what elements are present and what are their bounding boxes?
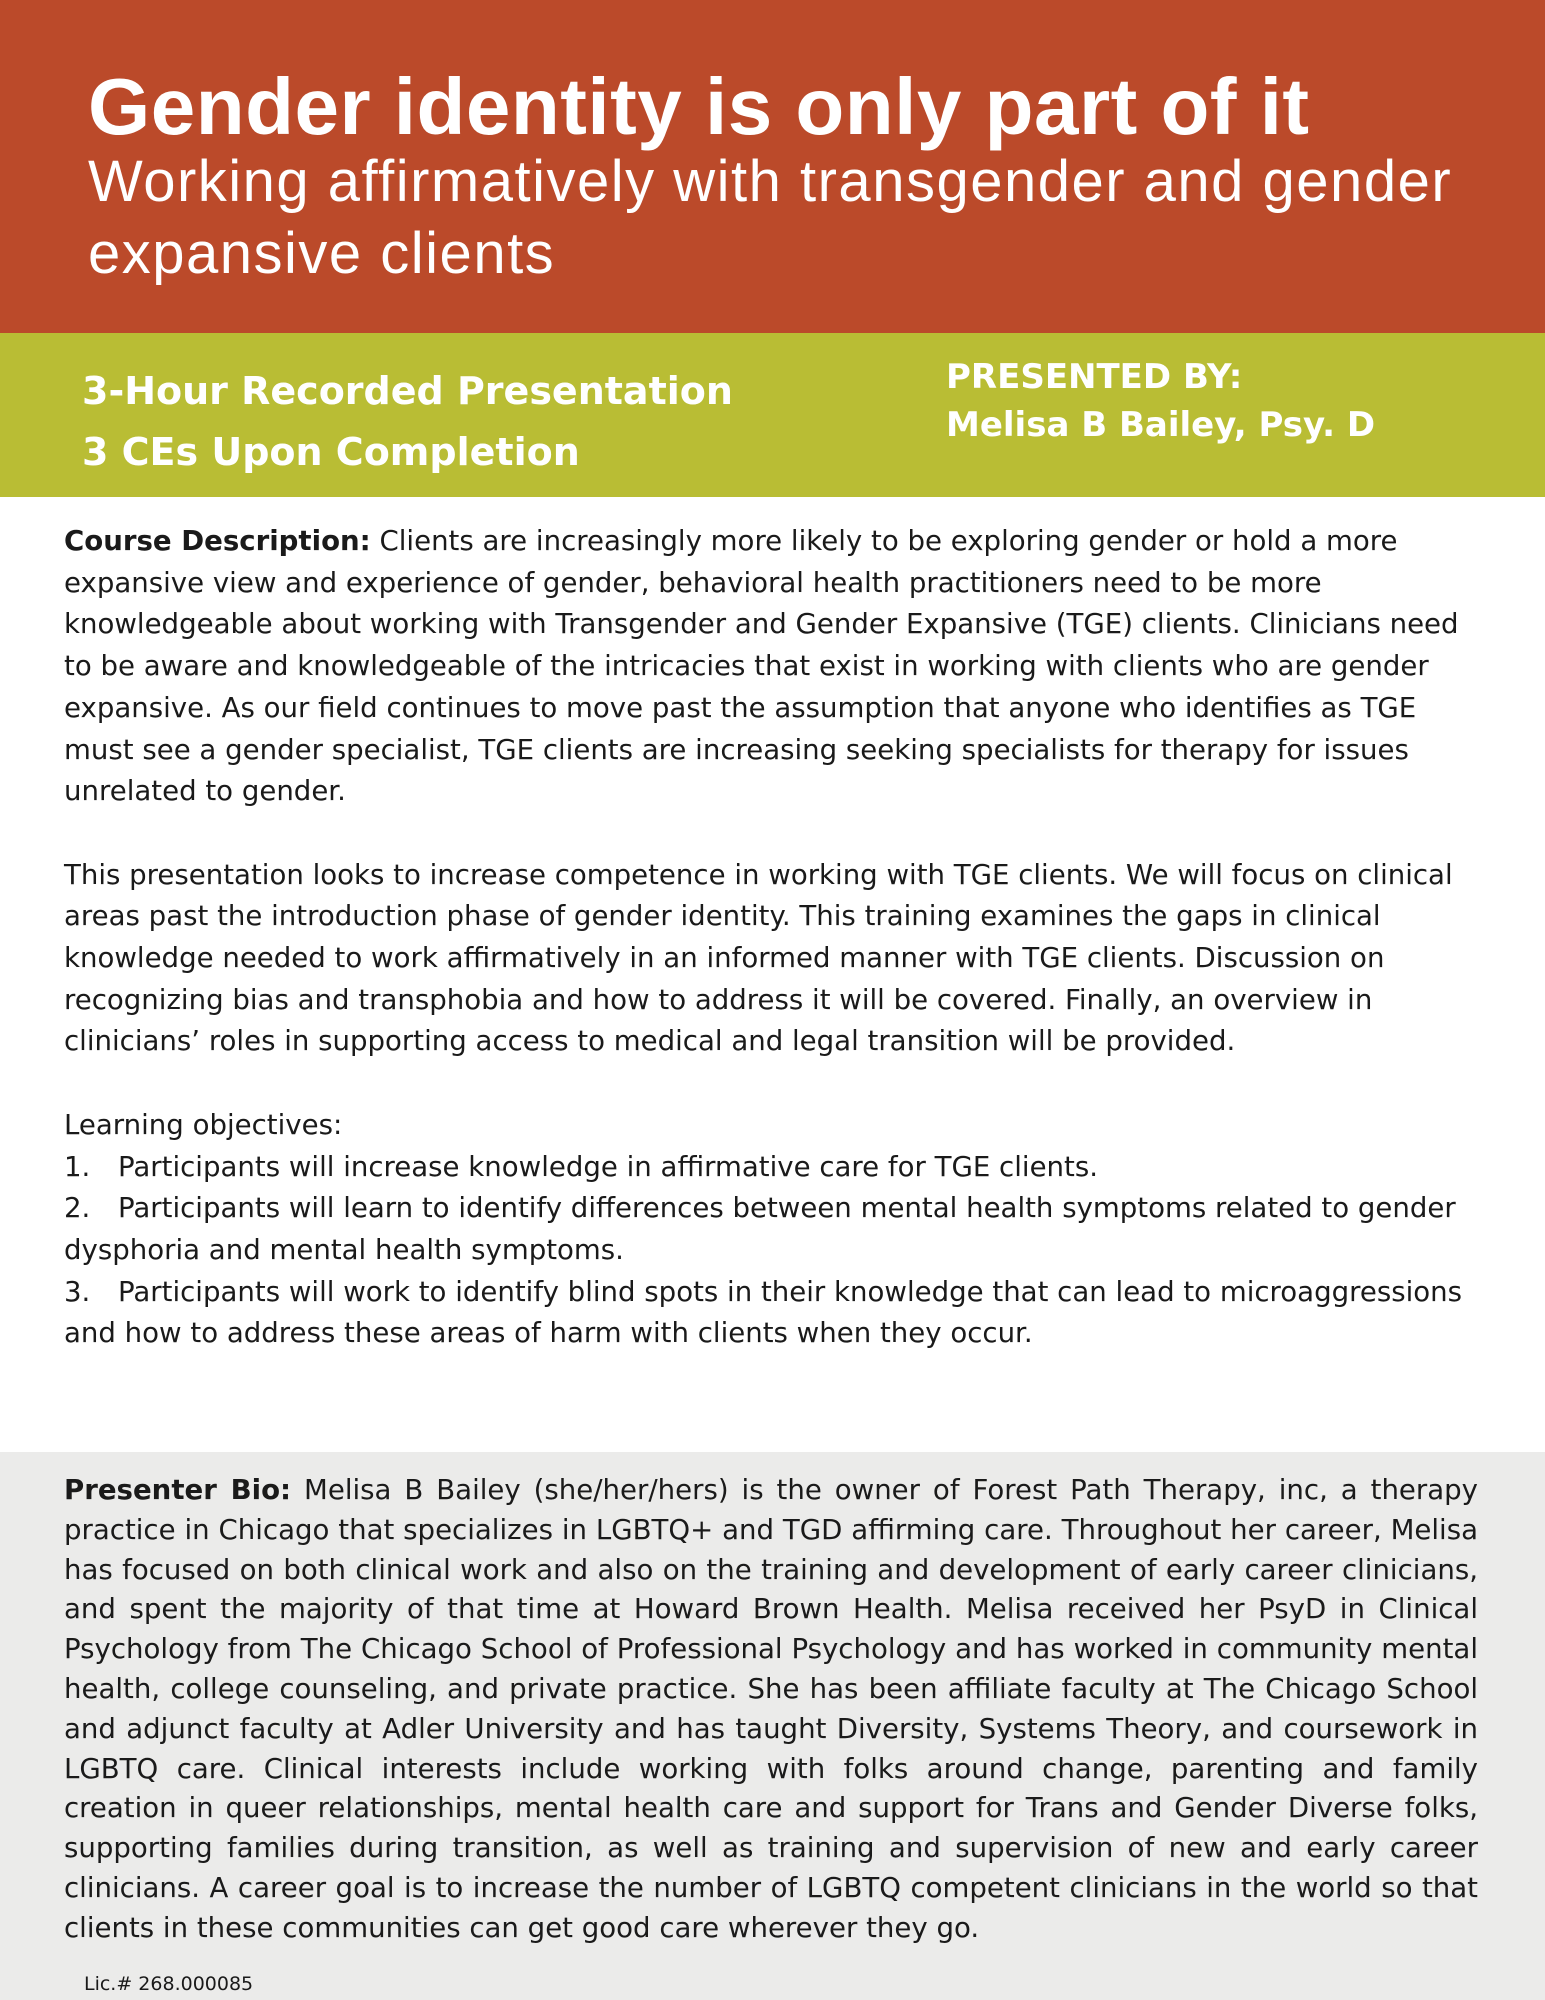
presenter-bio — [64, 1470, 1478, 1948]
presenter-info — [946, 353, 1375, 449]
list-item — [64, 1271, 1484, 1354]
learning-objectives-heading: Learning objectives: — [64, 1107, 343, 1141]
list-item-number: 2. — [64, 1191, 91, 1225]
ce-line: 3 CEs Upon Completion — [82, 430, 580, 474]
presenter-bio-label: Presenter Bio: — [64, 1473, 292, 1506]
course-description-label: Course Description: — [64, 524, 371, 557]
list-item-number: 3. — [64, 1274, 91, 1308]
list-item-text: Participants will increase knowledge in affirmative care for TGE clients. — [118, 1149, 1098, 1183]
course-description — [64, 520, 1484, 812]
list-item-text: Participants will learn to identify differences between mental health symptoms related to gender dysphoria and mental health symptoms. — [64, 1191, 1456, 1266]
course-format — [82, 361, 733, 483]
page-subtitle: Working affirmatively with transgender and gender expansive clients — [88, 149, 1453, 286]
list-item — [64, 1187, 1484, 1270]
presenter-bio-section — [0, 1452, 1545, 2000]
presented-by-label: PRESENTED BY: — [946, 357, 1243, 397]
course-content — [64, 520, 1484, 1354]
list-item — [64, 1146, 1484, 1188]
info-band — [0, 333, 1545, 497]
header-banner — [0, 0, 1545, 333]
presenter-bio-text: Melisa B Bailey (she/her/hers) is the owner of Forest Path Therapy, inc, a therapy practice in Chicago that specializes in LGBTQ+ and TGD affirming care. Throughout her career, Melisa has focused on both clinical work and also on the training and development of early career clinicians, and spent the majority of that time at Howard Brown Health. Melisa received her PsyD in Clinical Psychology from The Chicago School of Professional Psychology and has worked in community mental health, college counseling, and private practice. She has been affiliate faculty at The Chicago School and adjunct faculty at Adler University and has taught Diversity, Systems Theory, and coursework in LGBTQ care. Clinical interests include working with folks around change, parenting and family creation in queer relationships, mental health care and support for Trans and Gender Diverse folks, supporting families during transition, as well as training and supervision of new and early career clinicians. A career goal is to increase the number of LGBTQ competent clinicians in the world so that clients in these communities can get good care wherever they go. — [64, 1473, 1479, 1944]
learning-objectives-list — [64, 1146, 1484, 1355]
list-item-number: 1. — [64, 1149, 91, 1183]
format-line: 3-Hour Recorded Presentation — [82, 369, 733, 413]
course-description-text: Clients are increasingly more likely to be exploring gender or hold a more expansive view and experience of gender, behavioral health practitioners need to be more knowledgeable about working with Transgender and Gender Expansive (TGE) clients. Clinicians need to be aware and knowledgeable of the intricacies that exist in working with clients who are gender expansive. As our field continues to move past the assumption that anyone who identifies as TGE must see a gender specialist, TGE clients are increasing seeking specialists for therapy for issues unrelated to gender. — [64, 524, 1459, 808]
presenter-name: Melisa B Bailey, Psy. D — [946, 405, 1376, 445]
course-description-paragraph-2: This presentation looks to increase competence in working with TGE clients. We will focus on clinical areas past the introduction phase of gender identity. This training examines the gaps in clinical knowledge needed to work affirmatively in an informed manner with TGE clients. Discussion on recognizing bias and transphobia and how to address it will be covered. Finally, an overview in clinicians’ roles in supporting access to medical and legal transition will be provided. — [64, 857, 1453, 1058]
license-number: Lic.# 268.000085 — [84, 1973, 254, 1995]
list-item-text: Participants will work to identify blind spots in their knowledge that can lead to microaggressions and how to address these areas of harm with clients when they occur. — [64, 1274, 1462, 1350]
page-title: Gender identity is only part of it — [88, 62, 1310, 151]
